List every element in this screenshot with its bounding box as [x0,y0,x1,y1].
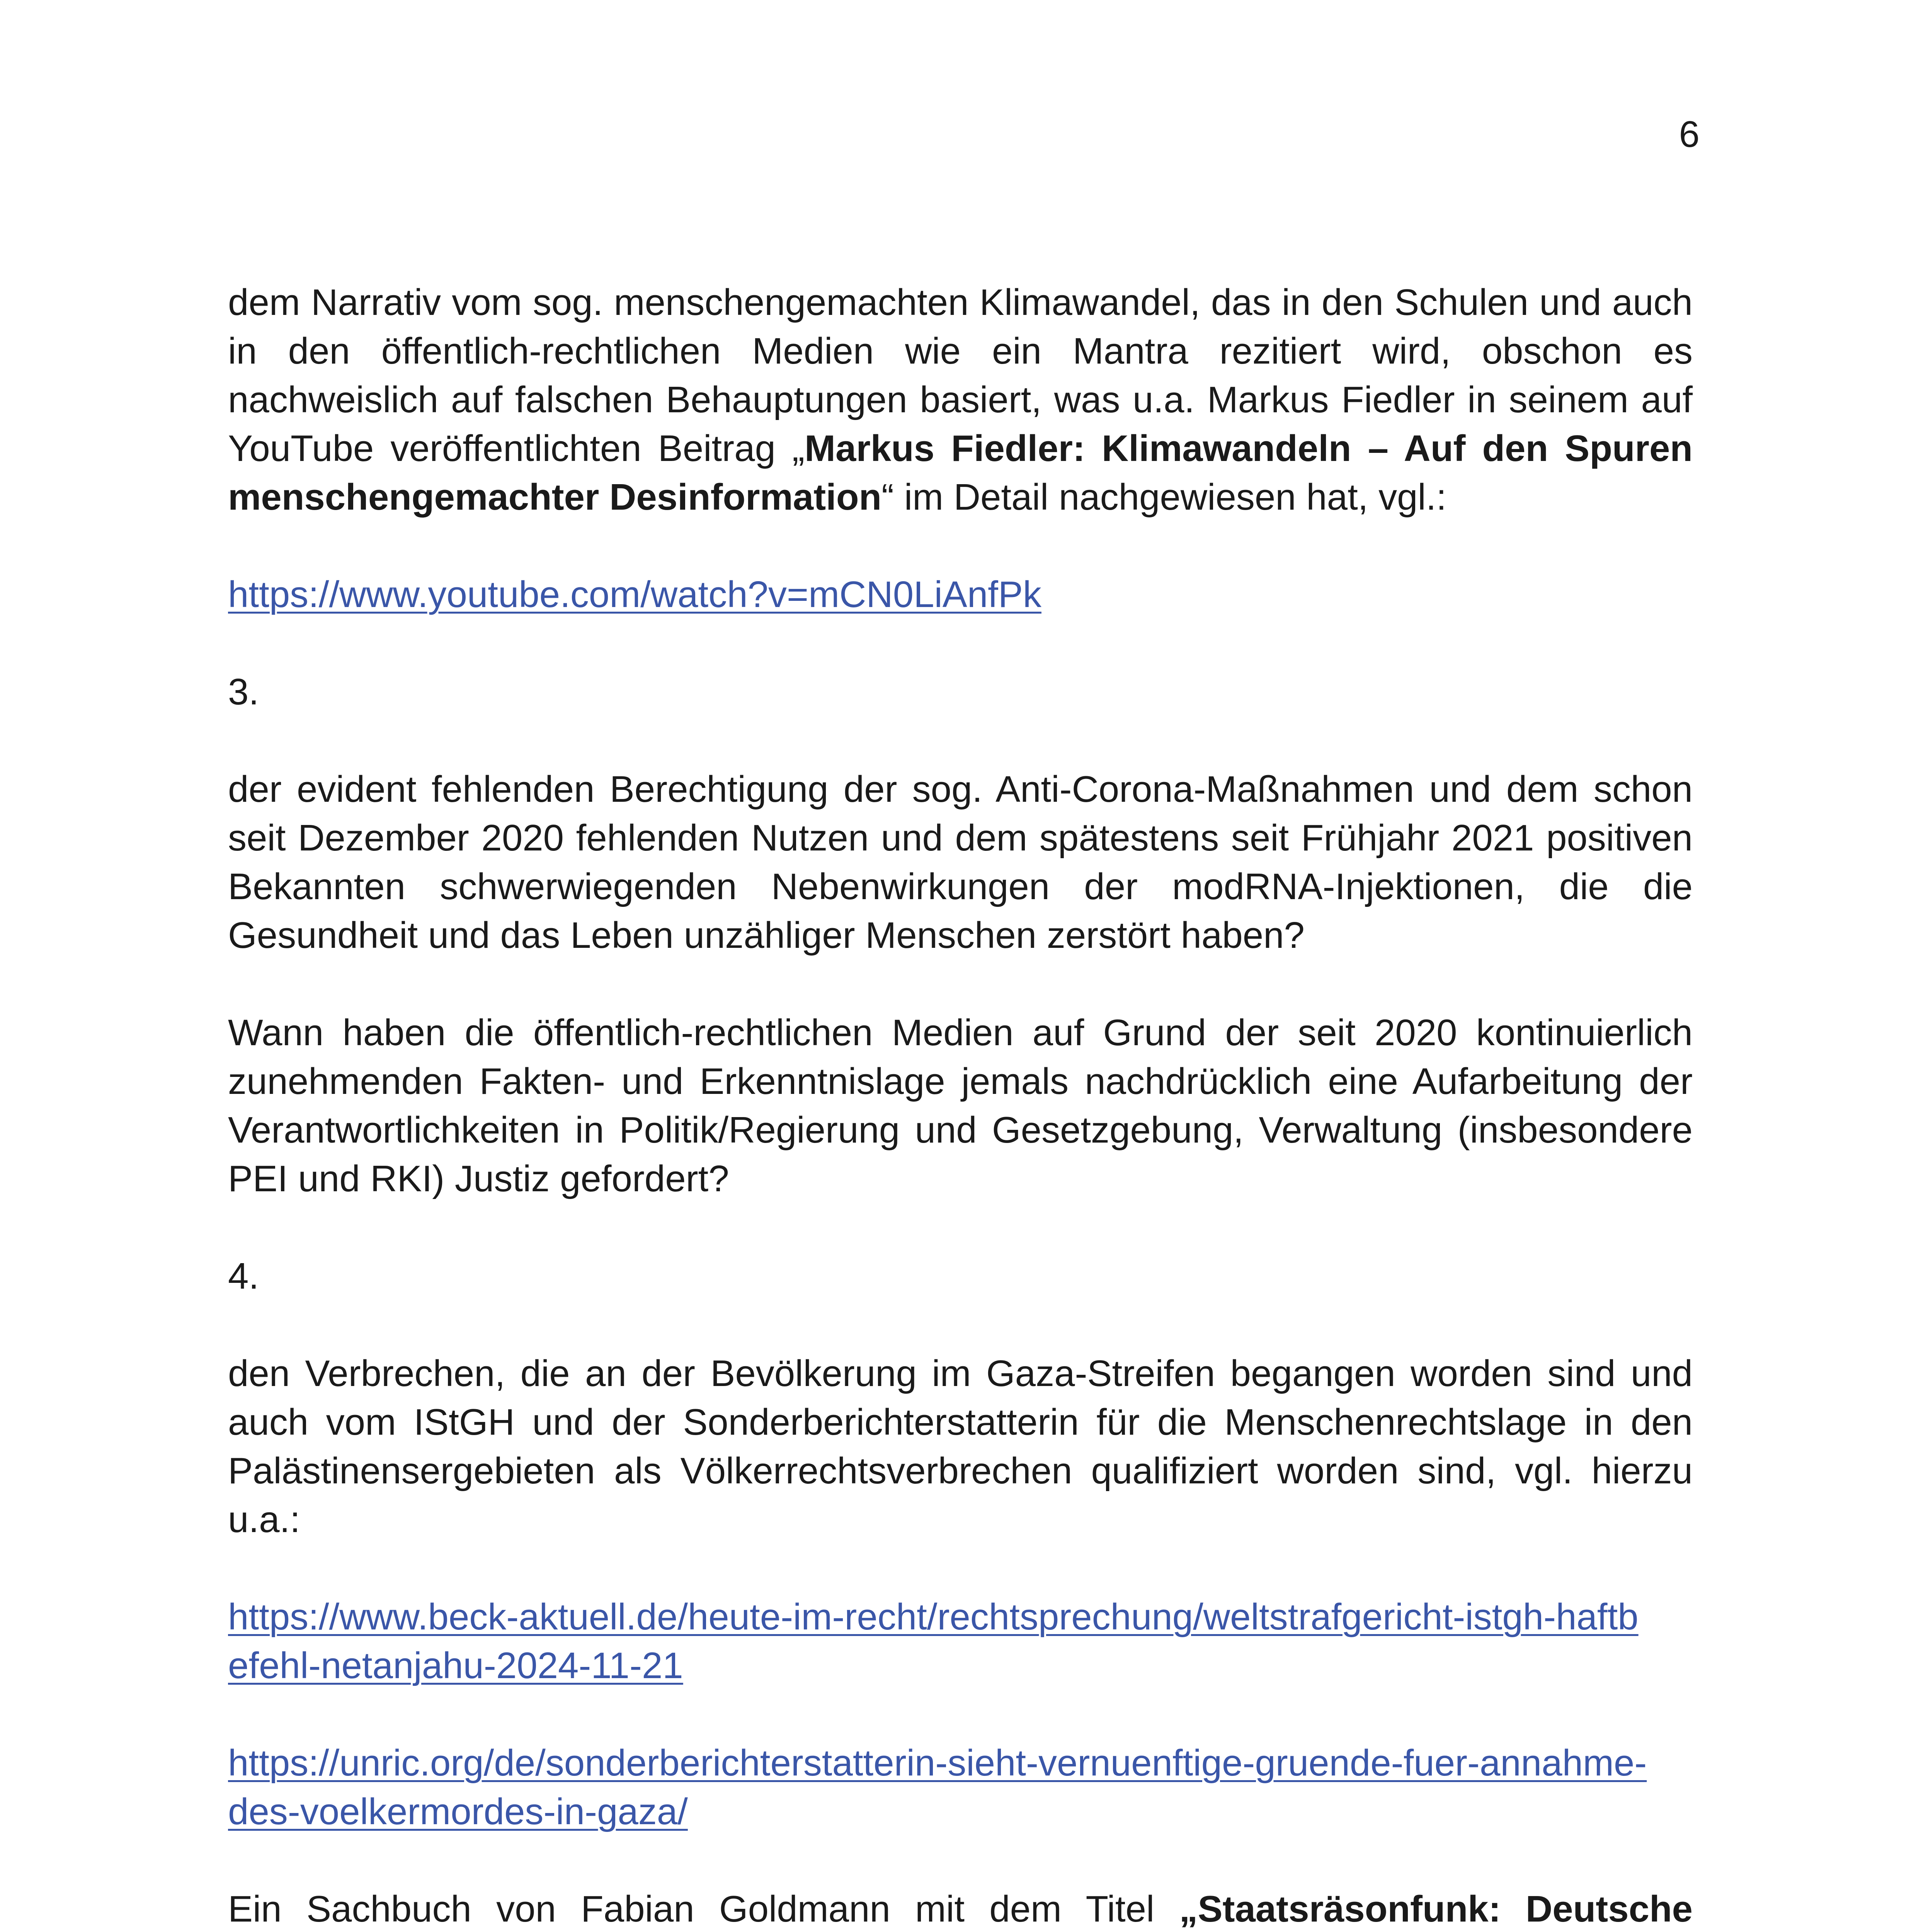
beck-aktuell-link[interactable]: https://www.beck-aktuell.de/heute-im-recht/rechtsprechung/weltstrafgericht-istgh-haftbefehl-netanjahu-2024-11-21 [228,1596,1639,1686]
document-body [228,278,1693,1932]
paragraph-book-bold-title: „Staatsräsonfunk: Deutsche [1179,1888,1693,1930]
youtube-link[interactable]: https://www.youtube.com/watch?v=mCN0LiAnfPk [228,574,1041,615]
paragraph-climate [228,278,1693,522]
unric-link[interactable]: https://unric.org/de/sonderberichterstatterin-sieht-vernuenftige-gruende-fuer-annahme-des-voelkermordes-in-gaza/ [228,1742,1647,1832]
paragraph-question: Wann haben die öffentlich-rechtlichen Medien auf Grund der seit 2020 kontinuierlich zunehmenden Fakten- und Erkenntnislage jemals nachdrücklich eine Aufarbeitung der Verantwortlichkeiten in Politik/Regierung und Gesetzgebung, Verwaltung (insbesondere PEI und RKI) Justiz gefordert? [228,1012,1693,1199]
beck-link-block [228,1593,1658,1690]
page-number: 6 [1679,114,1700,155]
paragraph-corona: der evident fehlenden Berechtigung der sog. Anti-Corona-Maßnahmen und dem schon seit Dezember 2020 fehlenden Nutzen und dem spätestens seit Frühjahr 2021 positiven Bekannten schwerwiegenden Nebenwirkungen der modRNA-Injektionen, die die Gesundheit und das Leben unzähliger Menschen zerstört haben? [228,769,1693,956]
paragraph-book [228,1885,1693,1932]
paragraph-climate-bold-title: Markus Fiedler: Klimawandeln – Auf den Spuren menschengemachter Desinformation [228,428,1693,518]
unric-link-block [228,1739,1658,1836]
paragraph-climate-text-1: dem Narrativ vom sog. menschengemachten Klimawandel, das in den Schulen und auch in den öffentlich-rechtlichen Medien wie ein Mantra rezitiert wird, obschon es nachweislich auf falschen Behauptungen basiert, was u.a. Markus Fiedler in seinem auf YouTube veröffentlichten Beitrag „ [228,282,1693,469]
paragraph-book-text-1: Ein Sachbuch von Fabian Goldmann mit dem Titel [228,1888,1179,1930]
paragraph-gaza: den Verbrechen, die an der Bevölkerung im Gaza-Streifen begangen worden sind und auch vom IStGH und der Sonderberichterstatterin für die Menschenrechtslage in den Palästinensergebieten als Völkerrechtsverbrechen qualifiziert worden sind, vgl. hierzu u.a.: [228,1353,1693,1540]
youtube-link-block [228,570,1658,619]
section-number-3: 3. [228,671,259,713]
paragraph-climate-text-2: “ im Detail nachgewiesen hat, vgl.: [881,476,1447,518]
section-number-4: 4. [228,1255,259,1297]
